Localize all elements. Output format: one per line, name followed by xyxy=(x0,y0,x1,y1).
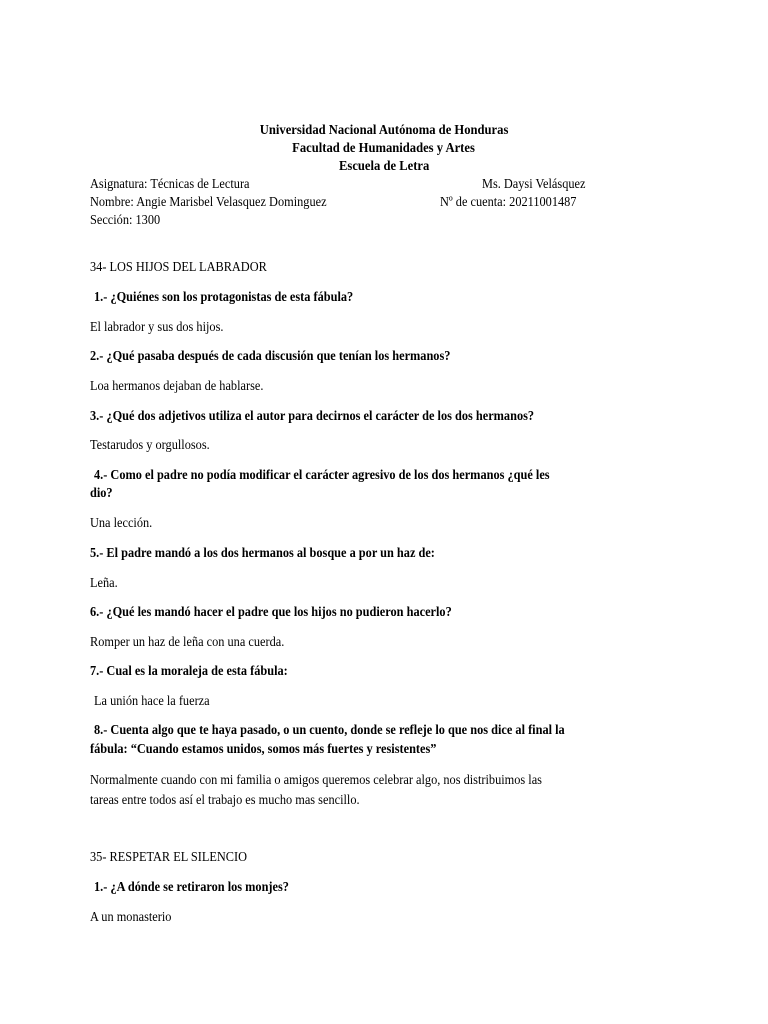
section-line: Sección: 1300 xyxy=(90,213,161,228)
answer-8-line-1: Normalmente cuando con mi familia o amigos queremos celebrar algo, nos distribuimos las xyxy=(90,773,542,788)
answer-4: Una lección. xyxy=(90,516,153,531)
school-title: Escuela de Letra xyxy=(338,159,430,174)
teacher-name: Ms. Daysi Velásquez xyxy=(482,177,586,192)
section-title: 35- RESPETAR EL SILENCIO xyxy=(90,850,248,865)
question-8-line-1: 8.- Cuenta algo que te haya pasado, o un cuento, donde se refleje lo que nos dice al final la xyxy=(94,723,565,738)
section-title: 34- LOS HIJOS DEL LABRADOR xyxy=(90,260,267,275)
question-4-line-2: dio? xyxy=(90,486,113,501)
question-8-line-2: fábula: “Cuando estamos unidos, somos más fuertes y resistentes” xyxy=(90,742,437,757)
answer-2: Loa hermanos dejaban de hablarse. xyxy=(90,379,264,394)
answer-1: El labrador y sus dos hijos. xyxy=(90,320,224,335)
faculty-title: Facultad de Humanidades y Artes xyxy=(292,141,476,156)
account-number: Nº de cuenta: 20211001487 xyxy=(440,195,577,210)
question-4-line-1: 4.- Como el padre no podía modificar el carácter agresivo de los dos hermanos ¿qué les xyxy=(94,468,550,483)
question-5: 5.- El padre mandó a los dos hermanos al bosque a por un haz de: xyxy=(90,546,435,561)
answer-6: Romper un haz de leña con una cuerda. xyxy=(90,635,285,650)
question-1: 1.- ¿Quiénes son los protagonistas de esta fábula? xyxy=(94,290,354,305)
answer-3: Testarudos y orgullosos. xyxy=(90,438,210,453)
question-2: 2.- ¿Qué pasaba después de cada discusión que tenían los hermanos? xyxy=(90,349,451,364)
answer-8-line-2: tareas entre todos así el trabajo es mucho mas sencillo. xyxy=(90,793,360,808)
question-7: 7.- Cual es la moraleja de esta fábula: xyxy=(90,664,288,679)
question-3: 3.- ¿Qué dos adjetivos utiliza el autor para decirnos el carácter de los dos hermanos? xyxy=(90,409,535,424)
student-name: Nombre: Angie Marisbel Velasquez Dominguez xyxy=(90,195,327,210)
question-35-1: 1.- ¿A dónde se retiraron los monjes? xyxy=(94,880,289,895)
answer-7: La unión hace la fuerza xyxy=(94,694,210,709)
answer-35-1: A un monasterio xyxy=(90,910,172,925)
question-6: 6.- ¿Qué les mandó hacer el padre que los hijos no pudieron hacerlo? xyxy=(90,605,452,620)
subject-line: Asignatura: Técnicas de Lectura xyxy=(90,177,250,192)
answer-5: Leña. xyxy=(90,576,118,591)
university-title: Universidad Nacional Autónoma de Honduras xyxy=(259,123,509,138)
